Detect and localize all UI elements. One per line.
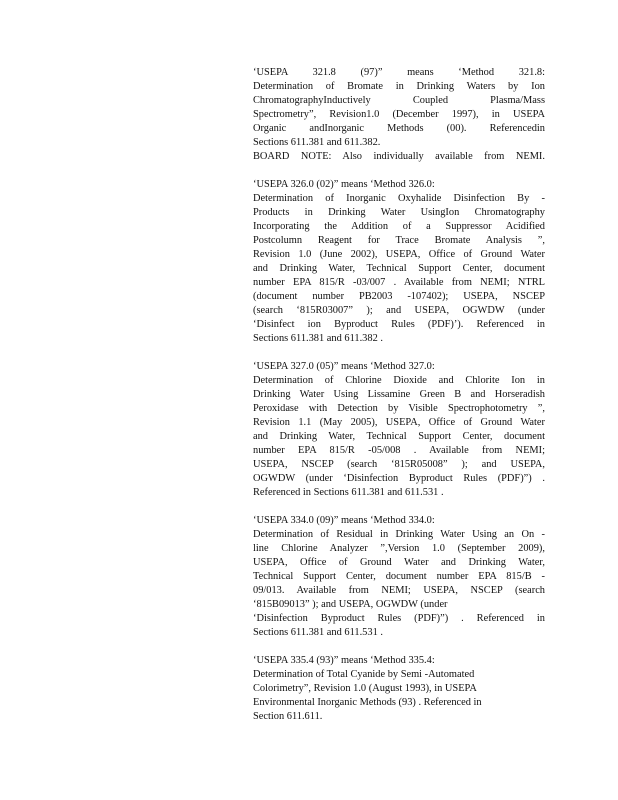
text-line: USEPA, NSCEP (search ‘815R05008” ); and USEPA, [253,459,545,470]
text-line: Sections 611.381 and 611.382. [253,137,381,148]
text-line: Drinking Water Using Lissamine Green B and Horseradish [253,389,545,400]
definition-usepa-334-0 [253,514,545,640]
text-line: Section 611.611. [253,711,323,722]
text-line: Postcolumn Reagent for Trace Bromate Analysis ”, [253,235,545,246]
board-note: BOARD NOTE: Also individually available from NEMI. [253,151,545,162]
text-line: Products in Drinking Water UsingIon Chromatography [253,207,545,218]
text-line: and Drinking Water, Technical Support Center, document [253,263,545,274]
text-line: ‘USEPA 326.0 (02)” means ‘Method 326.0: [253,179,435,190]
text-line: USEPA, Office of Ground Water and Drinking Water, [253,557,545,568]
text-line: Environmental Inorganic Methods (93) . Referenced in [253,697,482,708]
text-line: ‘Disinfect ion Byproduct Rules (PDF)’). Referenced in [253,319,545,330]
text-line: Technical Support Center, document number EPA 815/B - [253,571,545,582]
text-line: 09/013. Available from NEMI; USEPA, NSCEP (search [253,585,545,596]
text-line: and Drinking Water, Technical Support Center, document [253,431,545,442]
text-line: (search ‘815R03007” ); and USEPA, OGWDW (under [253,305,545,316]
text-line: Sections 611.381 and 611.382 . [253,333,383,344]
definition-usepa-321-8 [253,66,545,164]
text-line: Determination of Total Cyanide by Semi -Automated [253,669,475,680]
text-line: Determination of Chlorine Dioxide and Chlorite Ion in [253,375,545,386]
text-line: ‘USEPA 335.4 (93)” means ‘Method 335.4: [253,655,435,666]
text-line: Spectrometry”, Revision1.0 (December 1997), in USEPA [253,109,545,120]
text-line: OGWDW (under ‘Disinfection Byproduct Rules (PDF)”) . [253,473,545,484]
text-line: Organic andInorganic Methods (00). Referencedin [253,123,545,134]
text-line: number EPA 815/R -03/007 . Available from NEMI; NTRL [253,277,545,288]
text-line: line Chlorine Analyzer ”,Version 1.0 (September 2009), [253,543,545,554]
text-line: Referenced in Sections 611.381 and 611.531 . [253,487,444,498]
text-line: Determination of Bromate in Drinking Waters by Ion [253,81,545,92]
definition-usepa-327-0 [253,360,545,500]
text-line: Determination of Residual in Drinking Water Using an On - [253,529,545,540]
text-line: Sections 611.381 and 611.531 . [253,627,383,638]
text-line: ‘Disinfection Byproduct Rules (PDF)”) . Referenced in [253,613,545,624]
text-line: ‘USEPA 334.0 (09)” means ‘Method 334.0: [253,515,435,526]
definition-usepa-335-4 [253,654,545,724]
text-line: Peroxidase with Detection by Visible Spectrophotometry ”, [253,403,545,414]
document-page [253,66,545,738]
text-line: ‘USEPA 327.0 (05)” means ‘Method 327.0: [253,361,435,372]
text-line: (document number PB2003 -107402); USEPA, NSCEP [253,291,545,302]
text-line: ChromatographyInductively Coupled Plasma/Mass [253,95,545,106]
definition-usepa-326-0 [253,178,545,346]
text-line: Revision 1.1 (May 2005), USEPA, Office of Ground Water [253,417,545,428]
text-line: number EPA 815/R -05/008 . Available from NEMI; [253,445,545,456]
text-line: ‘USEPA 321.8 (97)” means ‘Method 321.8: [253,67,545,78]
text-line: ‘815B09013” ); and USEPA, OGWDW (under [253,599,448,610]
text-line: Revision 1.0 (June 2002), USEPA, Office of Ground Water [253,249,545,260]
text-line: Incorporating the Addition of a Suppressor Acidified [253,221,545,232]
text-line: Determination of Inorganic Oxyhalide Disinfection By - [253,193,545,204]
text-line: Colorimetry”, Revision 1.0 (August 1993), in USEPA [253,683,477,694]
